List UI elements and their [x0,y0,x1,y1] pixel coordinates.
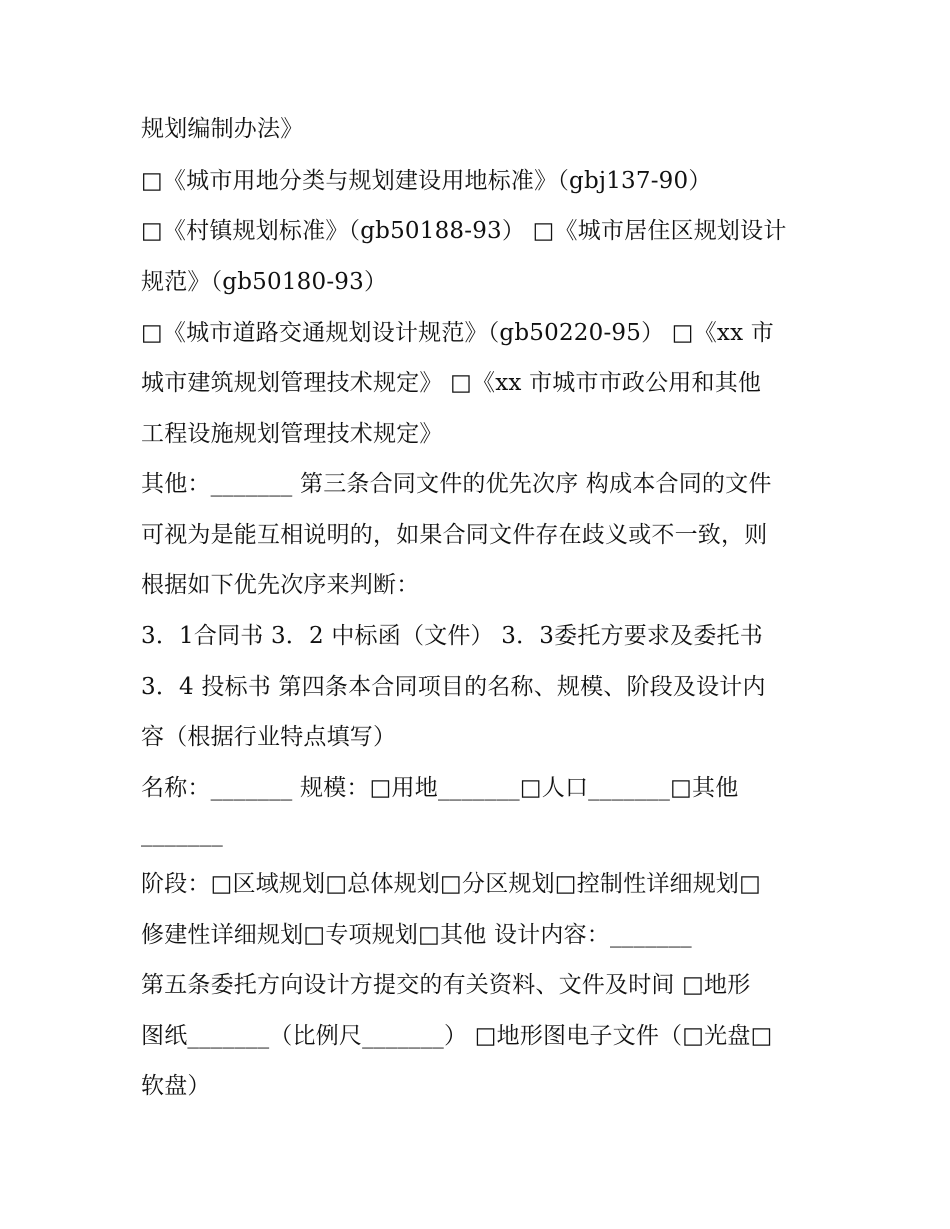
text-line-11: 3．1合同书 3．2 中标函（文件） 3．3委托方要求及委托书 [141,623,763,649]
text-line-1: 规划编制办法》 [141,116,304,142]
text-line-20: 软盘） [141,1073,211,1099]
text-line-14: 名称：_______ 规模：□用地_______□人口_______□其他 [141,775,739,801]
text-line-5: □《城市道路交通规划设计规范》（gb50220-95） □《xx 市 [141,320,774,346]
text-line-3: □《村镇规划标准》（gb50188-93） □《城市居住区规划设计 [141,218,787,244]
text-line-4: 规范》（gb50180-93） [141,269,388,295]
text-line-15: _______ [141,821,223,847]
text-line-9: 可视为是能互相说明的，如果合同文件存在歧义或不一致，则 [141,522,768,548]
text-line-2: □《城市用地分类与规划建设用地标准》（gbj137-90） [141,168,712,194]
text-line-17: 修建性详细规划□专项规划□其他 设计内容：_______ [141,922,692,948]
text-line-19: 图纸_______（比例尺_______） □地形图电子文件（□光盘□ [141,1023,773,1049]
text-line-12: 3．4 投标书 第四条本合同项目的名称、规模、阶段及设计内 [141,674,766,700]
text-line-18: 第五条委托方向设计方提交的有关资料、文件及时间 □地形 [141,972,751,998]
text-line-7: 工程设施规划管理技术规定》 [141,421,443,447]
text-line-8: 其他：_______ 第三条合同文件的优先次序 构成本合同的文件 [141,471,772,497]
text-line-13: 容（根据行业特点填写） [141,724,397,750]
text-line-10: 根据如下优先次序来判断： [141,572,420,598]
text-line-6: 城市建筑规划管理技术规定》 □《xx 市城市市政公用和其他 [141,370,762,396]
text-line-16: 阶段：□区域规划□总体规划□分区规划□控制性详细规划□ [141,871,762,897]
